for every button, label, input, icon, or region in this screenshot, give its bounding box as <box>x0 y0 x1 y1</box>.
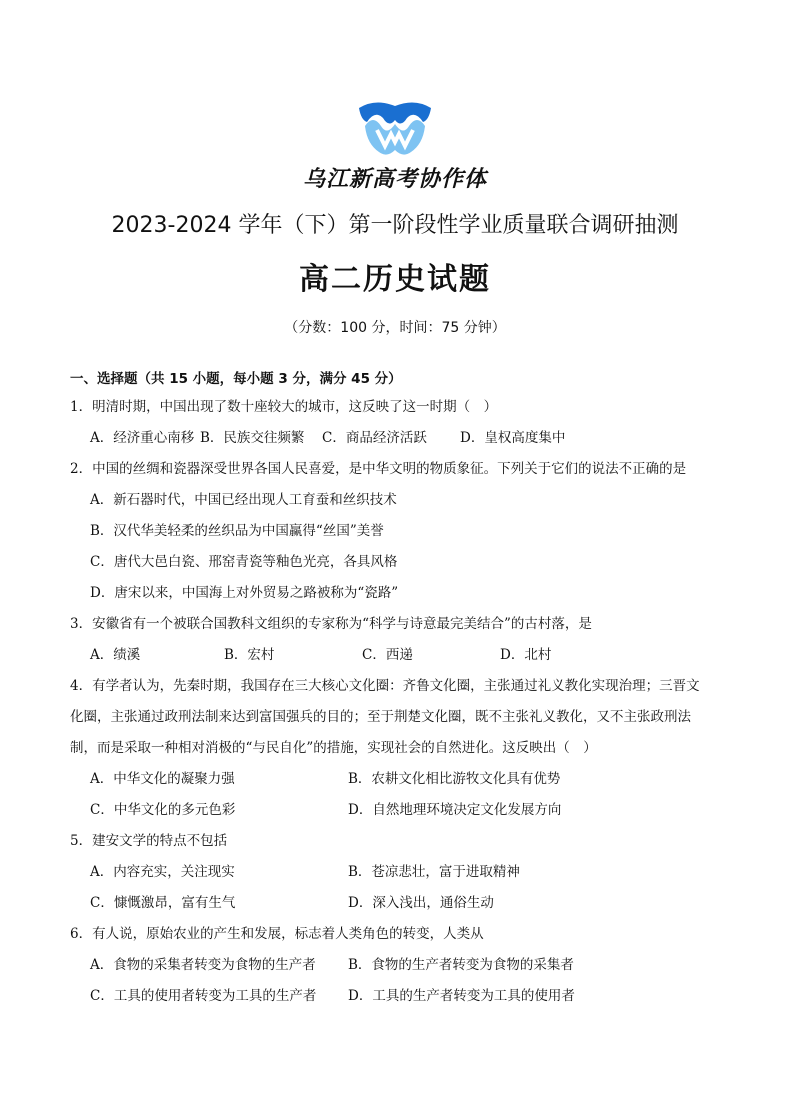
option-a[interactable]: A．内容充实，关注现实 <box>90 864 235 880</box>
question-stem-line-2: 化圈，主张通过政刑法制来达到富国强兵的目的；至于荆楚文化圈，既不主张礼义教化，又不主张政刑法 <box>70 709 691 725</box>
option-c[interactable]: C．慷慨激昂，富有生气 <box>90 895 236 911</box>
question-6 <box>70 919 730 1012</box>
question-stem: 5．建安文学的特点不包括 <box>70 833 228 849</box>
exam-meta: （分数：100 分，时间：75 分钟） <box>284 320 506 336</box>
question-stem: 2．中国的丝绸和瓷器深受世界各国人民喜爱，是中华文明的物质象征。下列关于它们的说法不正确的是 <box>70 461 687 477</box>
option-c[interactable]: C．商品经济活跃 <box>322 430 427 446</box>
option-c[interactable]: C．西递 <box>362 647 413 663</box>
logo-wave-icon <box>0 100 790 160</box>
option-d[interactable]: D．皇权高度集中 <box>460 430 566 446</box>
option-b[interactable]: B．宏村 <box>224 647 275 663</box>
question-5 <box>70 826 730 919</box>
section-heading: 一、选择题（共 15 小题，每小题 3 分，满分 45 分） <box>70 371 402 387</box>
page-title: 高二历史试题 <box>299 262 491 297</box>
option-d[interactable]: D．唐宋以来，中国海上对外贸易之路被称为“瓷路” <box>90 585 399 601</box>
option-b[interactable]: B．苍凉悲壮，富于进取精神 <box>348 864 520 880</box>
option-d[interactable]: D．工具的生产者转变为工具的使用者 <box>348 988 575 1004</box>
option-d[interactable]: D．深入浅出，通俗生动 <box>348 895 494 911</box>
option-b[interactable]: B．农耕文化相比游牧文化具有优势 <box>348 771 561 787</box>
question-stem: 1．明清时期，中国出现了数十座较大的城市，这反映了这一时期（ ） <box>70 399 498 415</box>
option-a[interactable]: A．绩溪 <box>90 647 141 663</box>
option-b[interactable]: B．汉代华美轻柔的丝织品为中国赢得“丝国”美誉 <box>90 523 384 539</box>
option-a[interactable]: A．食物的采集者转变为食物的生产者 <box>90 957 316 973</box>
question-stem: 6．有人说，原始农业的产生和发展，标志着人类角色的转变，人类从 <box>70 926 484 942</box>
question-3 <box>70 609 730 671</box>
question-2 <box>70 454 730 609</box>
option-b[interactable]: B．民族交往频繁 <box>200 430 305 446</box>
question-1 <box>70 392 730 454</box>
option-d[interactable]: D．北村 <box>500 647 552 663</box>
option-a[interactable]: A．新石器时代，中国已经出现人工育蚕和丝织技术 <box>90 492 397 508</box>
option-c[interactable]: C．中华文化的多元色彩 <box>90 802 236 818</box>
org-name: 乌江新高考协作体 <box>302 167 487 192</box>
question-stem: 3．安徽省有一个被联合国教科文组织的专家称为“科学与诗意最完美结合”的古村落，是 <box>70 616 592 632</box>
option-d[interactable]: D．自然地理环境决定文化发展方向 <box>348 802 562 818</box>
question-stem-line-3: 制，而是采取一种相对消极的“与民自化”的措施，实现社会的自然进化。这反映出（ ） <box>70 740 597 756</box>
question-4 <box>70 671 730 826</box>
option-a[interactable]: A．中华文化的凝聚力强 <box>90 771 235 787</box>
question-stem-line-1: 4．有学者认为，先秦时期，我国存在三大核心文化圈：齐鲁文化圈，主张通过礼义教化实现治理；三晋文 <box>70 678 700 694</box>
option-c[interactable]: C．唐代大邑白瓷、邢窑青瓷等釉色光亮，各具风格 <box>90 554 398 570</box>
exam-subtitle: 2023-2024 学年（下）第一阶段性学业质量联合调研抽测 <box>111 213 679 238</box>
option-b[interactable]: B．食物的生产者转变为食物的采集者 <box>348 957 574 973</box>
question-list <box>70 368 730 1012</box>
option-c[interactable]: C．工具的使用者转变为工具的生产者 <box>90 988 317 1004</box>
option-a[interactable]: A．经济重心南移 <box>90 430 195 446</box>
